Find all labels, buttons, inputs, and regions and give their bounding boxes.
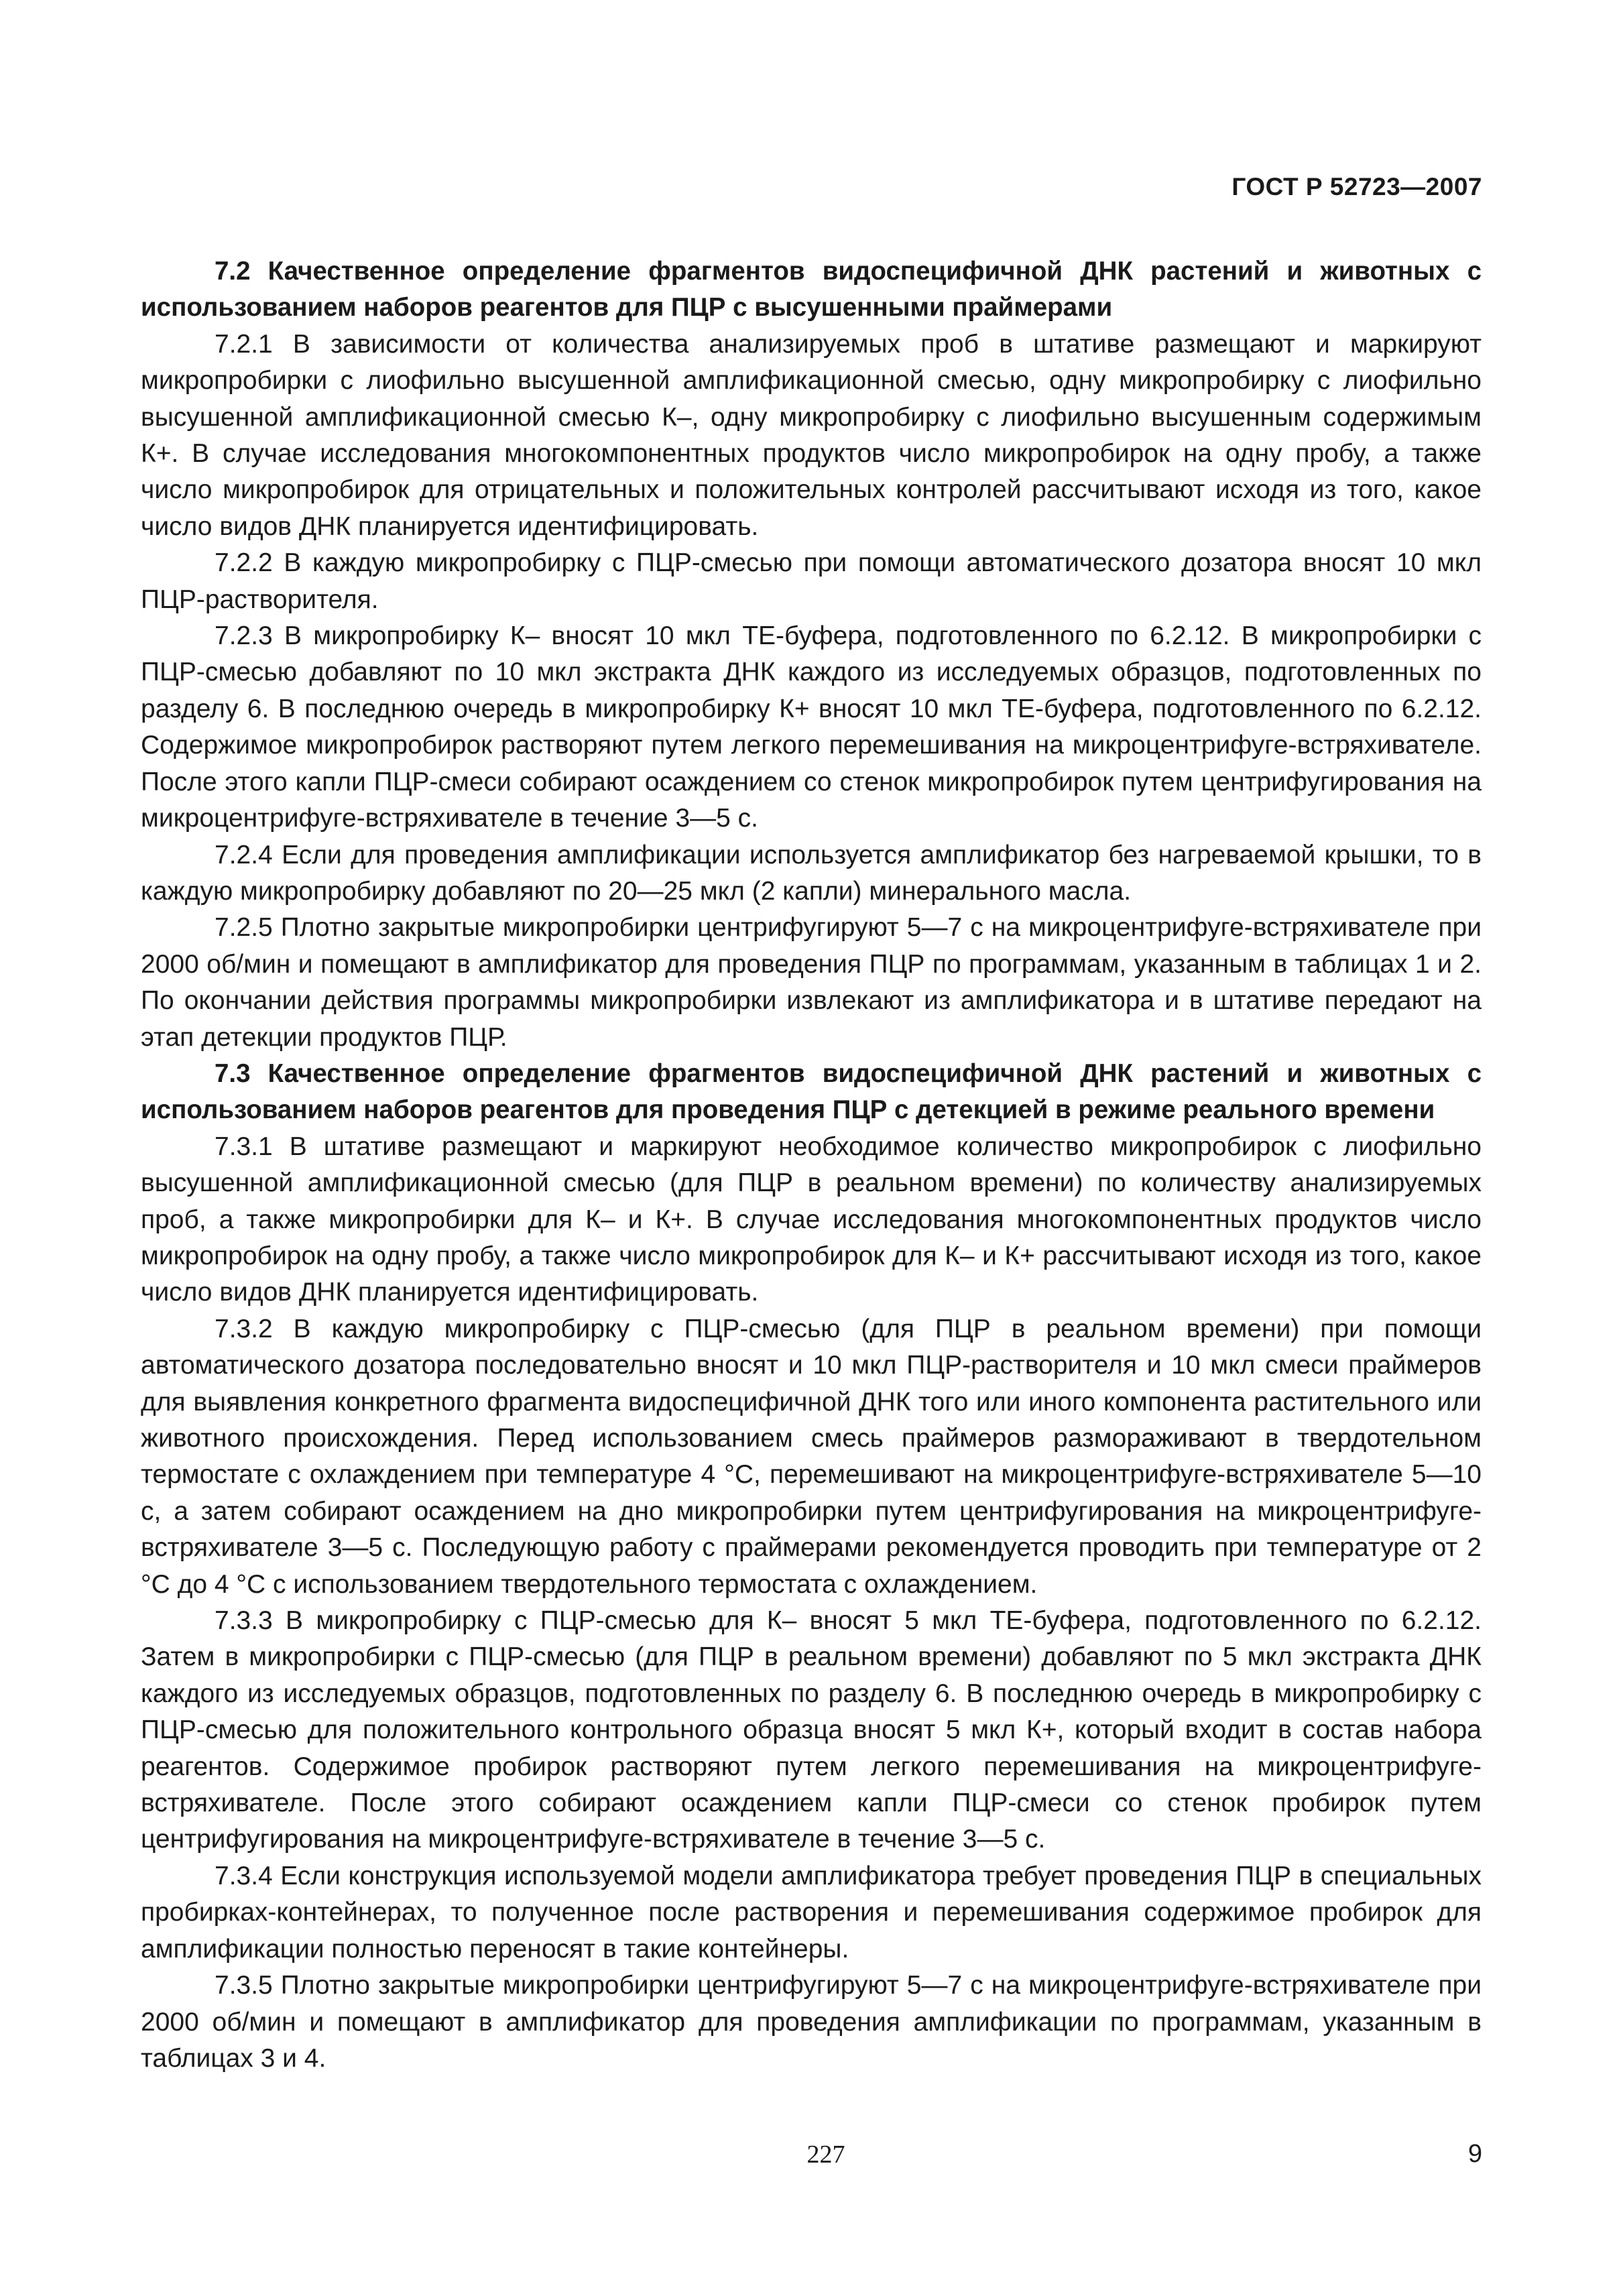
paragraph-7-3-1: 7.3.1 В штативе размещают и маркируют необходимое количество микропробирок с лиофильно высушенной амплификационной смесью (для ПЦР в реальном времени) по количеству анализируемых проб, а также микропробирки для К– и К+. В случае исследования многокомпонентных продуктов число микропробирок на одну пробу, а также число микропробирок для К– и К+ рассчитывают исходя из того, какое число видов ДНК планируется идентифицировать. bbox=[141, 1132, 1482, 1307]
section-heading-7-2: 7.2 Качественное определение фрагментов видоспецифичной ДНК растений и животных с использованием наборов реагентов для ПЦР с высушенными праймерами bbox=[141, 257, 1482, 322]
paragraph-7-3-3: 7.3.3 В микропробирку с ПЦР-смесью для К– вносят 5 мкл ТЕ-буфера, подготовленного по 6.2.12. Затем в микропробирки с ПЦР-смесью (для ПЦР в реальном времени) добавляют по 5 мкл экстракта ДНК каждого из исследуемых образцов, подготовленных по разделу 6. В последнюю очередь в микропробирку с ПЦР-смесью для положительного контрольного образца вносят 5 мкл К+, который входит в состав набора реагентов. Содержимое пробирок растворяют путем легкого перемешивания на микроцентрифуге-встряхивателе. После этого собирают осаждением капли ПЦР-смеси со стенок пробирок путем центрифугирования на микроцентрифуге-встряхивателе в течение 3—5 с. bbox=[141, 1606, 1482, 1854]
paragraph-7-2-2: 7.2.2 В каждую микропробирку с ПЦР-смесью при помощи автоматического дозатора вносят 10 мкл ПЦР-растворителя. bbox=[141, 548, 1482, 614]
page-number-center: 227 bbox=[806, 2140, 845, 2169]
paragraph-7-2-3: 7.2.3 В микропробирку К– вносят 10 мкл ТЕ-буфера, подготовленного по 6.2.12. В микропробирки с ПЦР-смесью добавляют по 10 мкл экстракта ДНК каждого из исследуемых образцов, подготовленных по разделу 6. В последнюю очередь в микропробирку К+ вносят 10 мкл ТЕ-буфера, подготовленного по 6.2.12. Содержимое микропробирок растворяют путем легкого перемешивания на микроцентрифуге-встряхивателе. После этого капли ПЦР-смеси собирают осаждением со стенок микропробирок путем центрифугирования на микроцентрифуге-встряхивателе в течение 3—5 с. bbox=[141, 621, 1482, 833]
document-header: ГОСТ Р 52723—2007 bbox=[1231, 173, 1482, 200]
paragraph-7-3-4: 7.3.4 Если конструкция используемой модели амплификатора требует проведения ПЦР в специальных пробирках-контейнерах, то полученное после растворения и перемешивания содержимое пробирок для амплификации полностью переносят в такие контейнеры. bbox=[141, 1861, 1482, 1963]
section-heading-7-3: 7.3 Качественное определение фрагментов видоспецифичной ДНК растений и животных с использованием наборов реагентов для проведения ПЦР с детекцией в режиме реального времени bbox=[141, 1059, 1482, 1125]
paragraph-7-2-4: 7.2.4 Если для проведения амплификации используется амплификатор без нагреваемой крышки, то в каждую микропробирку добавляют по 20—25 мкл (2 капли) минерального масла. bbox=[141, 840, 1482, 906]
document-body bbox=[141, 253, 1482, 2077]
paragraph-7-3-2: 7.3.2 В каждую микропробирку с ПЦР-смесью (для ПЦР в реальном времени) при помощи автоматического дозатора последовательно вносят и 10 мкл ПЦР-растворителя и 10 мкл смеси праймеров для выявления конкретного фрагмента видоспецифичной ДНК того или иного компонента растительного или животного происхождения. Перед использованием смесь праймеров размораживают в твердотельном термостате с охлаждением при температуре 4 °С, перемешивают на микроцентрифуге-встряхивателе 5—10 с, а затем собирают осаждением на дно микропробирки путем центрифугирования на микроцентрифуге-встряхивателе 3—5 с. Последующую работу с праймерами рекомендуется проводить при температуре от 2 °С до 4 °С с использованием твердотельного термостата с охлаждением. bbox=[141, 1314, 1482, 1599]
paragraph-7-3-5: 7.3.5 Плотно закрытые микропробирки центрифугируют 5—7 с на микроцентрифуге-встряхивателе при 2000 об/мин и помещают в амплификатор для проведения амплификации по программам, указанным в таблицах 3 и 4. bbox=[141, 1971, 1482, 2073]
paragraph-7-2-5: 7.2.5 Плотно закрытые микропробирки центрифугируют 5—7 с на микроцентрифуге-встряхивателе при 2000 об/мин и помещают в амплификатор для проведения ПЦР по программам, указанным в таблицах 1 и 2. По окончании действия программы микропробирки извлекают из амплификатора и в штативе передают на этап детекции продуктов ПЦР. bbox=[141, 913, 1482, 1052]
paragraph-7-2-1: 7.2.1 В зависимости от количества анализируемых проб в штативе размещают и маркируют микропробирки с лиофильно высушенной амплификационной смесью, одну микропробирку с лиофильно высушенной амплификационной смесью К–, одну микропробирку с лиофильно высушенным содержимым К+. В случае исследования многокомпонентных продуктов число микропробирок на одну пробу, а также число микропробирок для отрицательных и положительных контролей рассчитывают исходя из того, какое число видов ДНК планируется идентифицировать. bbox=[141, 329, 1482, 541]
page-number-right: 9 bbox=[1467, 2140, 1482, 2168]
